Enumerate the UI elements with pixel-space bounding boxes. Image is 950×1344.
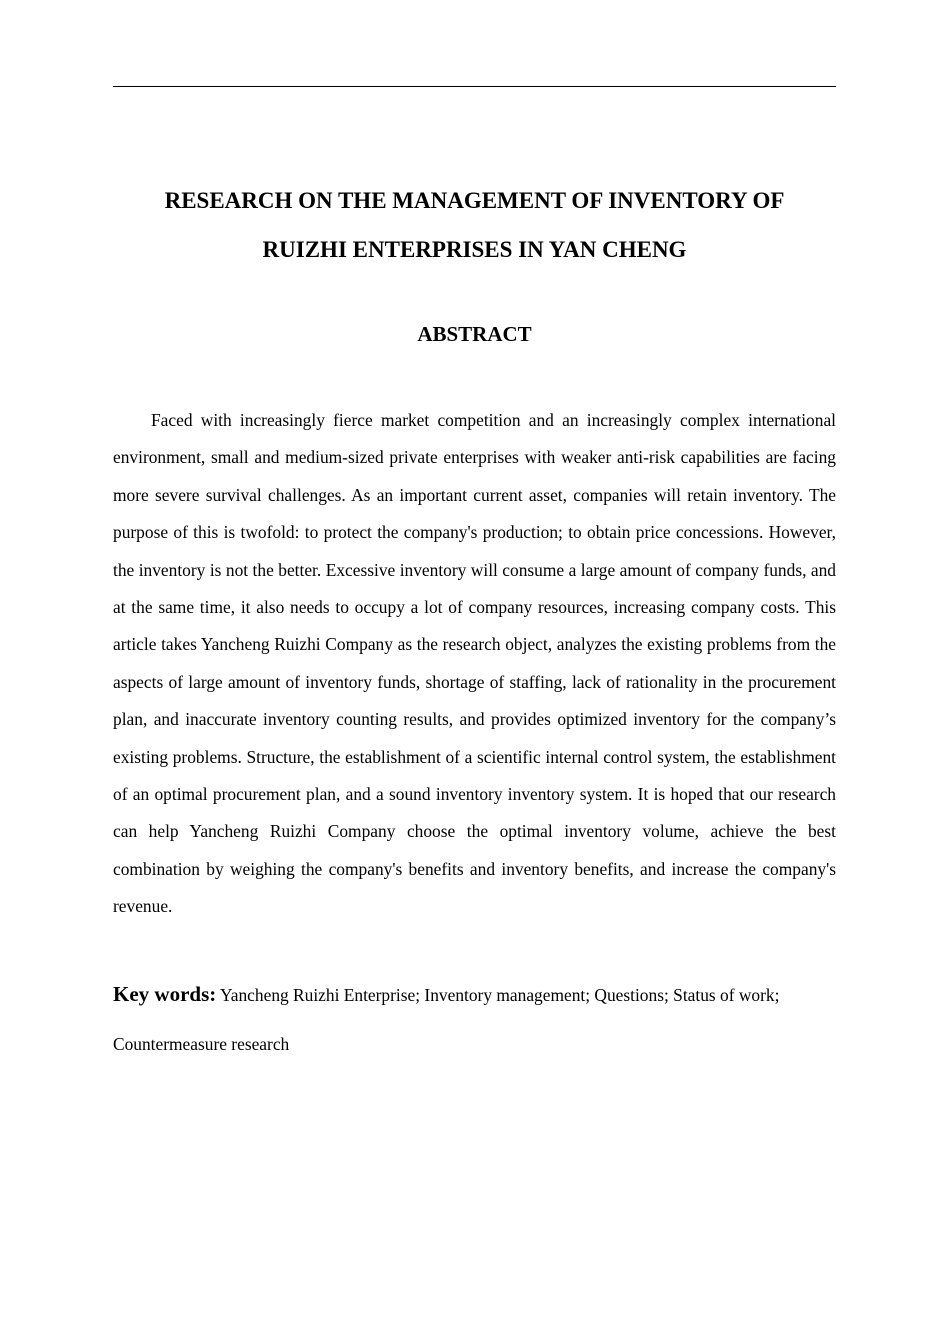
- abstract-heading: ABSTRACT: [417, 322, 532, 346]
- abstract-paragraph: Faced with increasingly fierce market competition and an increasingly complex international environment, small and medium-sized private enterprises with weaker anti-risk capabilities are facing more severe survival challenges. As an important current asset, companies will retain inventory. The purpose of this is twofold: to protect the company's production; to obtain price concessions. However, the inventory is not the better. Excessive inventory will consume a large amount of company funds, and at the same time, it also needs to occupy a lot of company resources, increasing company costs. This article takes Yancheng Ruizhi Company as the research object, analyzes the existing problems from the aspects of large amount of inventory funds, shortage of staffing, lack of rationality in the procurement plan, and inaccurate inventory counting results, and provides optimized inventory for the company’s existing problems. Structure, the establishment of a scientific internal control system, the establishment of an optimal procurement plan, and a sound inventory inventory system. It is hoped that our research can help Yancheng Ruizhi Company choose the optimal inventory volume, achieve the best combination by weighing the company's benefits and inventory benefits, and increase the company's revenue.: [113, 410, 836, 917]
- header-rule: [113, 86, 836, 87]
- title-line-2: RUIZHI ENTERPRISES IN YAN CHENG: [262, 237, 687, 262]
- paper-title: [113, 176, 836, 274]
- title-line-1: RESEARCH ON THE MANAGEMENT OF INVENTORY OF: [164, 188, 785, 213]
- keywords-label: Key words:: [113, 982, 217, 1006]
- keywords-text: Yancheng Ruizhi Enterprise; Inventory management; Questions; Status of work; Countermeasure research: [113, 985, 780, 1054]
- keywords: [113, 970, 836, 1068]
